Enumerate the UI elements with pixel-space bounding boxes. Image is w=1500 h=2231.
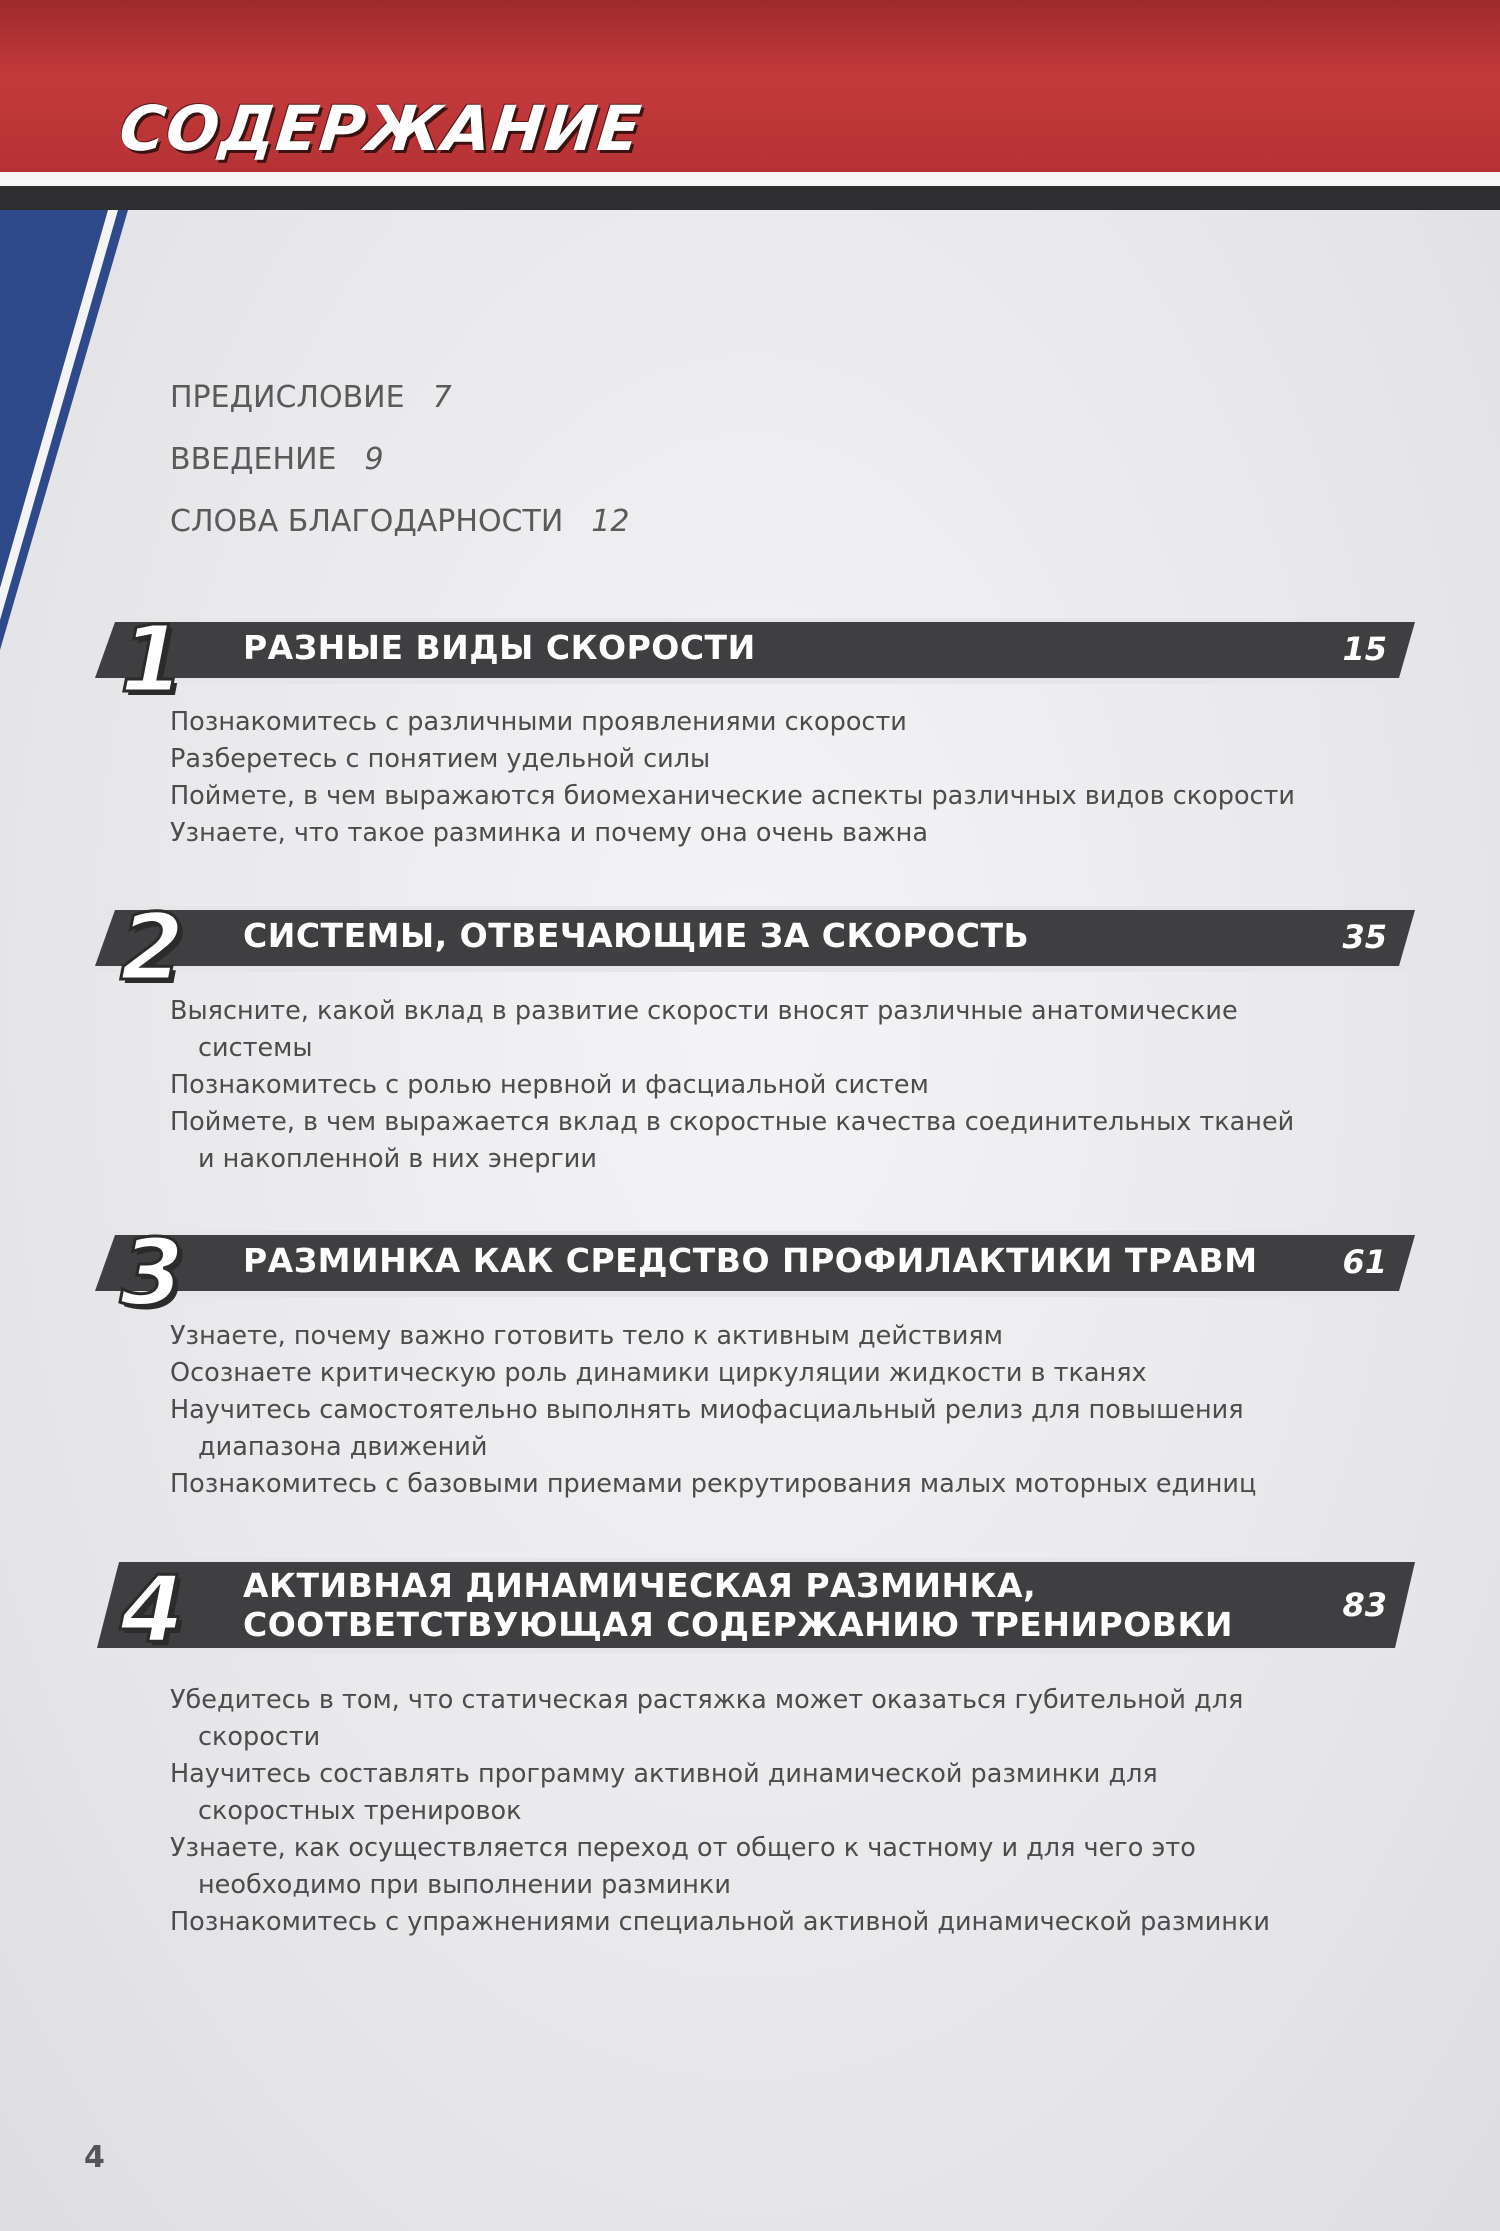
chapter-number: 2	[120, 894, 185, 1001]
list-item: Научитесь составлять программу активной динамической разминки для скоростных тренировок	[170, 1759, 1158, 1826]
chapter-number: 3	[120, 1219, 185, 1326]
front-matter-page: 12	[591, 504, 630, 539]
chapter-2-objectives	[170, 993, 1310, 1178]
chapter-title: РАЗМИНКА КАК СРЕДСТВО ПРОФИЛАКТИКИ ТРАВМ	[243, 1241, 1258, 1280]
chapter-1-objectives	[170, 704, 1310, 852]
list-item: Познакомитесь с упражнениями специальной активной динамической разминки	[170, 1907, 1270, 1937]
chapter-4-header[interactable]	[85, 1552, 1425, 1663]
chapter-3-objectives	[170, 1318, 1310, 1503]
chapter-page: 83	[1342, 1586, 1387, 1624]
decorative-stripes	[0, 210, 160, 650]
chapter-3-header[interactable]	[85, 1219, 1425, 1326]
header-divider-dark	[0, 186, 1500, 210]
chapter-title-line: СООТВЕТСТВУЮЩАЯ СОДЕРЖАНИЮ ТРЕНИРОВКИ	[243, 1605, 1234, 1644]
front-matter-label: ВВЕДЕНИЕ	[170, 442, 337, 477]
chapter-page: 61	[1342, 1243, 1387, 1281]
header-divider-light	[0, 172, 1500, 186]
list-item: Узнаете, как осуществляется переход от общего к частному и для чего это необходимо при выполнении разминки	[170, 1833, 1196, 1900]
list-item: Узнаете, почему важно готовить тело к активным действиям	[170, 1321, 1003, 1351]
front-matter-label: СЛОВА БЛАГОДАРНОСТИ	[170, 504, 564, 539]
front-matter-item[interactable]	[170, 504, 629, 539]
chapter-4-objectives	[170, 1682, 1310, 1941]
list-item: Узнаете, что такое разминка и почему она очень важна	[170, 818, 928, 848]
page-title: СОДЕРЖАНИЕ	[116, 92, 646, 165]
list-item: Выясните, какой вклад в развитие скорости вносят различные анатомические системы	[170, 996, 1238, 1063]
chapter-1-header[interactable]	[85, 606, 1425, 713]
list-item: Познакомитесь с базовыми приемами рекрутирования малых моторных единиц	[170, 1469, 1257, 1499]
front-matter-item[interactable]	[170, 380, 452, 415]
list-item: Разберетесь с понятием удельной силы	[170, 744, 711, 774]
list-item: Познакомитесь с ролью нервной и фасциальной систем	[170, 1070, 929, 1100]
front-matter-page: 7	[432, 380, 452, 415]
list-item: Научитесь самостоятельно выполнять миофасциальный релиз для повышения диапазона движений	[170, 1395, 1244, 1462]
list-item: Убедитесь в том, что статическая растяжка может оказаться губительной для скорости	[170, 1685, 1244, 1752]
front-matter-label: ПРЕДИСЛОВИЕ	[170, 380, 405, 415]
front-matter-item[interactable]	[170, 442, 384, 477]
chapter-page: 35	[1342, 918, 1387, 956]
chapter-2-header[interactable]	[85, 894, 1425, 1001]
list-item: Поймете, в чем выражается вклад в скоростные качества соединительных тканей и накопленной в них энергии	[170, 1107, 1295, 1174]
chapter-title: СИСТЕМЫ, ОТВЕЧАЮЩИЕ ЗА СКОРОСТЬ	[243, 916, 1030, 955]
chapter-title: РАЗНЫЕ ВИДЫ СКОРОСТИ	[243, 628, 756, 667]
list-item: Поймете, в чем выражаются биомеханические аспекты различных видов скорости	[170, 781, 1295, 811]
chapter-number: 4	[120, 1556, 185, 1663]
chapter-page: 15	[1342, 630, 1387, 668]
front-matter-page: 9	[364, 442, 384, 477]
chapter-number: 1	[120, 606, 185, 713]
list-item: Познакомитесь с различными проявлениями скорости	[170, 707, 907, 737]
list-item: Осознаете критическую роль динамики циркуляции жидкости в тканях	[170, 1358, 1147, 1388]
chapter-title-line: АКТИВНАЯ ДИНАМИЧЕСКАЯ РАЗМИНКА,	[243, 1566, 1037, 1605]
page-number: 4	[84, 2140, 105, 2175]
